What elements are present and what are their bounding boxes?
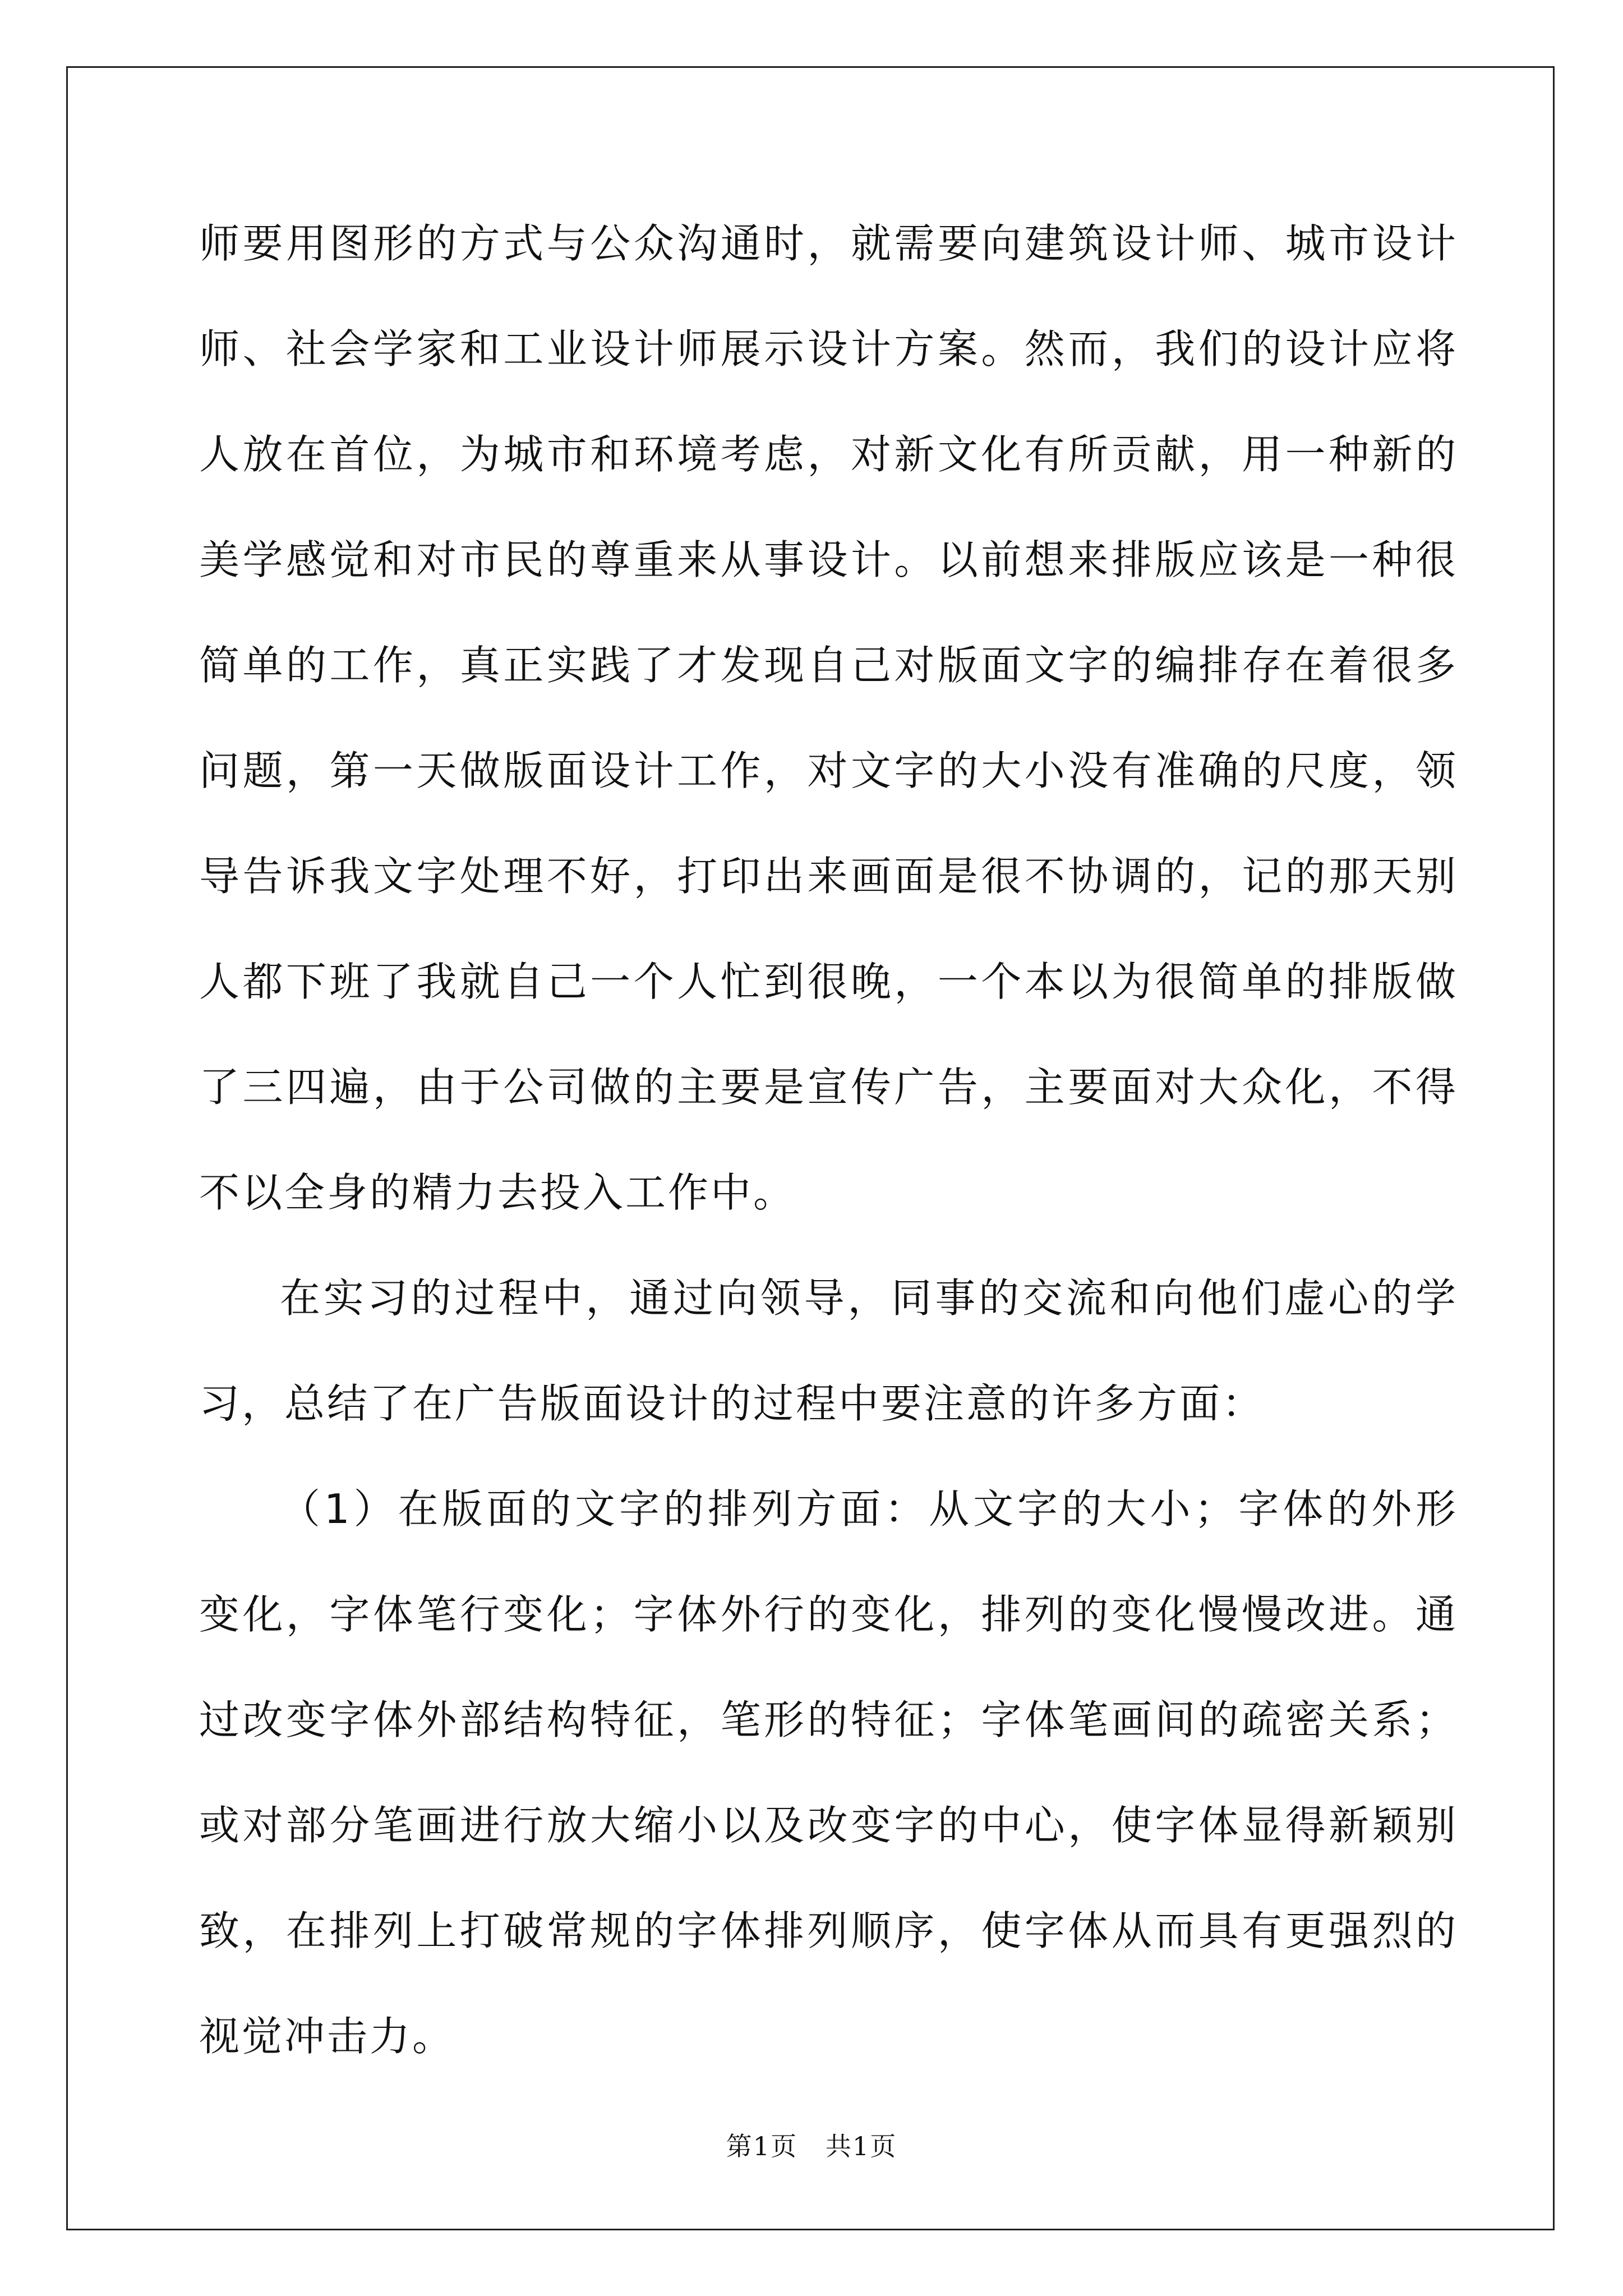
page-footer [0,2126,1623,2163]
paragraph-2: 在实习的过程中，通过向领导，同事的交流和向他们虚心的学习，总结了在广告版面设计的过程中要注意的许多方面： [199,1274,1458,1427]
page-number: 第1页 共1页 [726,2131,897,2161]
document-body [199,191,1458,2089]
paragraph-3: （1）在版面的文字的排列方面：从文字的大小；字体的外形变化，字体笔行变化；字体外行的变化，排列的变化慢慢改进。通过改变字体外部结构特征，笔形的特征；字体笔画间的疏密关系；或对部分笔画进行放大缩小以及改变字的中心，使字体显得新颖别致，在排列上打破常规的字体排列顺序，使字体从而具有更强烈的视觉冲击力。 [199,1485,1458,2060]
paragraph-1: 师要用图形的方式与公众沟通时，就需要向建筑设计师、城市设计师、社会学家和工业设计师展示设计方案。然而，我们的设计应将人放在首位，为城市和环境考虑，对新文化有所贡献，用一种新的美学感觉和对市民的尊重来从事设计。以前想来排版应该是一种很简单的工作，真正实践了才发现自己对版面文字的编排存在着很多问题，第一天做版面设计工作，对文字的大小没有准确的尺度，领导告诉我文字处理不好，打印出来画面是很不协调的，记的那天别人都下班了我就自己一个人忙到很晚，一个本以为很简单的排版做了三四遍，由于公司做的主要是宣传广告，主要面对大众化，不得不以全身的精力去投入工作中。 [199,220,1458,1216]
